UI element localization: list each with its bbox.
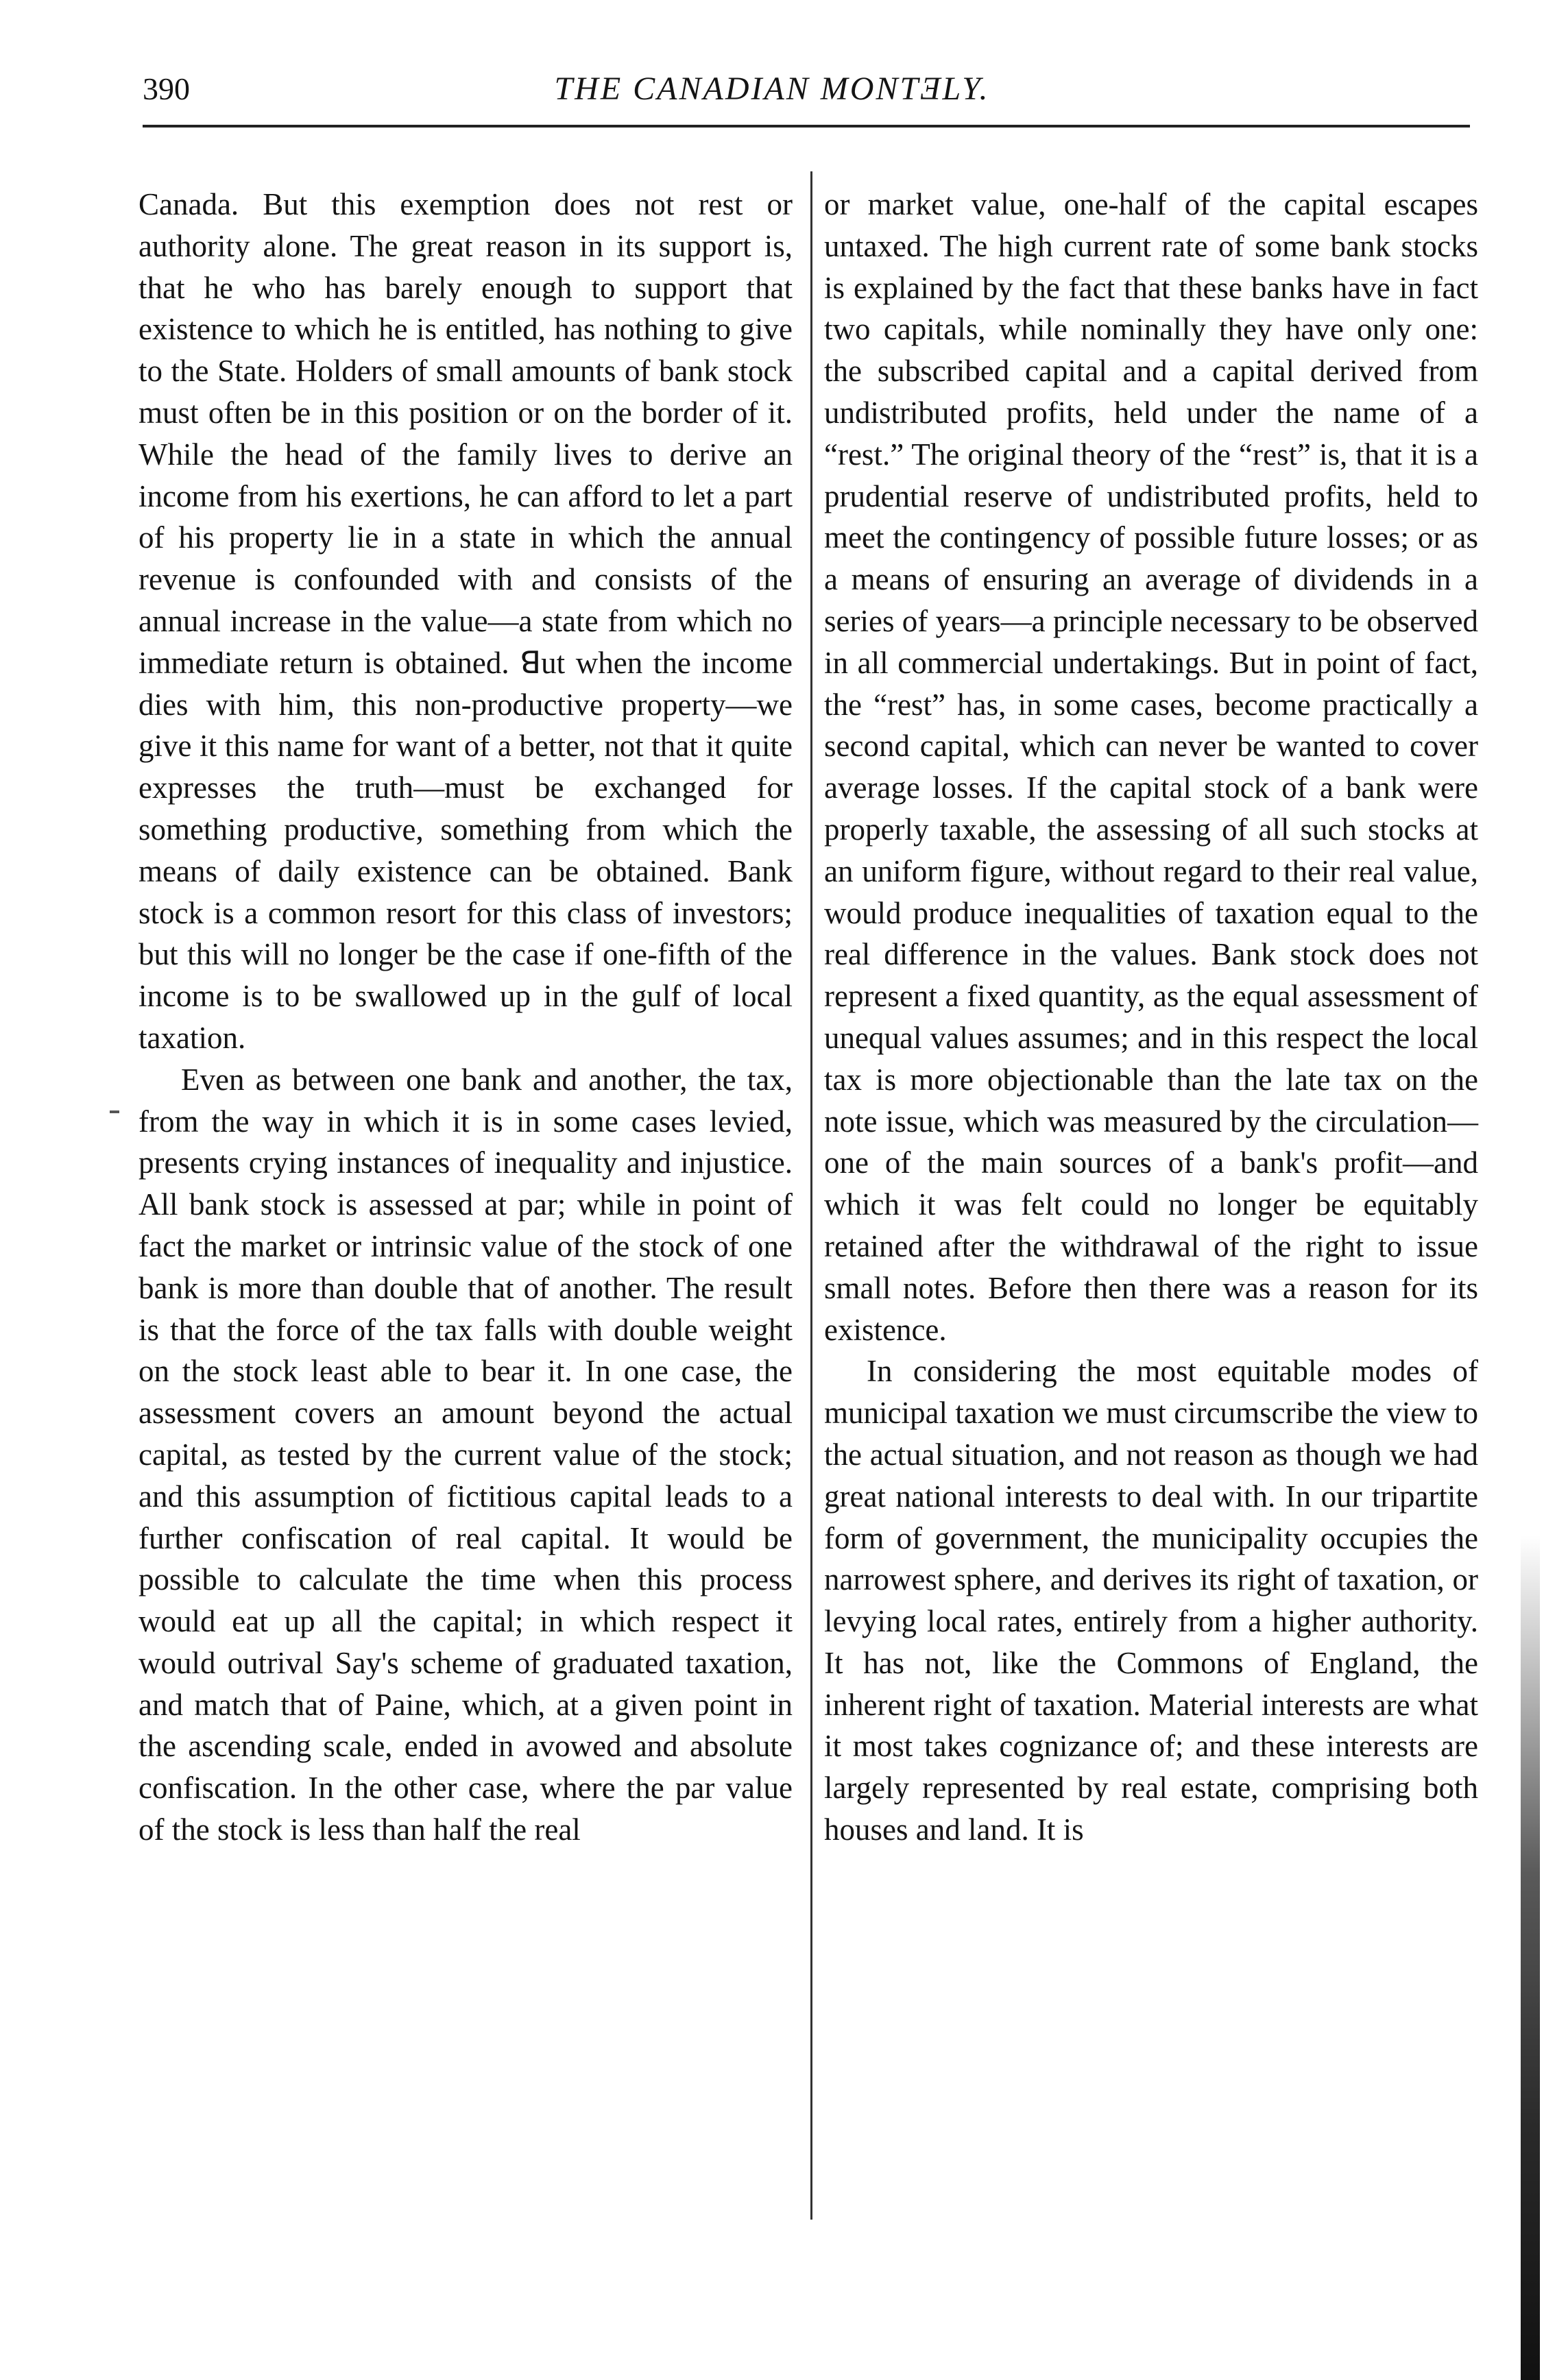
left-paragraph-2: Even as between one bank and another, the tax, from the way in which it is in some cases levied, presents crying instances of inequality and injustice. All bank stock is assessed at par; while in point of fact the market or intrinsic value of the stock of one bank is more than double that of another. The result is that the force of the tax falls with double weight on the stock least able to bear it. In one case, the assessment covers an amount beyond the actual capital, as tested by the current value of the stock; and this assumption of fictitious capital leads to a further confiscation of real capital. It would be possible to calculate the time when this process would eat up all the capital; in which respect it would outrival Say's scheme of graduated taxation, and match that of Paine, which, at a given point in the ascending scale, ended in avowed and absolute confiscation. In the other case, where the par value of the stock is less than half the real (138, 1062, 793, 1847)
left-paragraph-1: Canada. But this exemption does not rest or authority alone. The great reason in its support is, that he who has barely enough to support that existence to which he is entitled, has nothing to give to the State. Holders of small amounts of bank stock must often be in this position or on the border of it. While the head of the family lives to derive an income from his exertions, he can afford to let a part of his property lie in a state in which the annual revenue is confounded with and consists of the annual increase in the value—a state from which no immediate return is obtained. ꓭut when the income dies with him, this non-productive property—we give it this name for want of a better, not that it quite expresses the truth—must be exchanged for something productive, something from which the means of daily existence can be obtained. Bank stock is a common resort for this class of investors; but this will no longer be the case if one-fifth of the income is to be swallowed up in the gulf of local taxation. (138, 187, 793, 1055)
margin-mark (110, 1110, 119, 1113)
column-divider (810, 171, 812, 2220)
header-rule (143, 125, 1470, 127)
right-column (824, 184, 1478, 1851)
page-number: 390 (143, 71, 190, 106)
page-edge-shadow (1521, 1535, 1540, 2380)
left-column (138, 184, 793, 1851)
right-paragraph-2: In considering the most equitable modes of municipal taxation we must circumscribe the view to the actual situation, and not reason as though we had great national interests to deal with. In our tripartite form of government, the municipality occupies the narrowest sphere, and derives its right of taxation, or levying local rates, entirely from a higher authority. It has not, like the Commons of England, the inherent right of taxation. Material interests are what it most takes cognizance of; and these interests are largely represented by real estate, comprising both houses and land. It is (824, 1354, 1478, 1847)
right-paragraph-1: or market value, one-half of the capital escapes untaxed. The high current rate of some bank stocks is explained by the fact that these banks have in fact two capitals, while nominally they have only one: the subscribed capital and a capital derived from undistributed profits, held under the name of a “rest.” The original theory of the “rest” is, that it is a prudential reserve of undistributed profits, held to meet the contingency of possible future losses; or as a means of ensuring an average of dividends in a series of years—a principle necessary to be observed in all commercial undertakings. But in point of fact, the “rest” has, in some cases, become practically a second capital, which can never be wanted to cover average losses. If the capital stock of a bank were properly taxable, the assessing of all such stocks at an uniform figure, without regard to their real value, would produce inequalities of taxation equal to the real difference in the values. Bank stock does not represent a fixed quantity, as the equal assessment of unequal values assumes; and in this respect the local tax is more objectionable than the late tax on the note issue, which was measured by the circulation—one of the main sources of a bank's profit—and which it was felt could no longer be equitably retained after the withdrawal of the right to issue small notes. Before then there was a reason for its existence. (824, 187, 1478, 1347)
running-head-title: THE CANADIAN MONTƎLY. (554, 71, 990, 107)
